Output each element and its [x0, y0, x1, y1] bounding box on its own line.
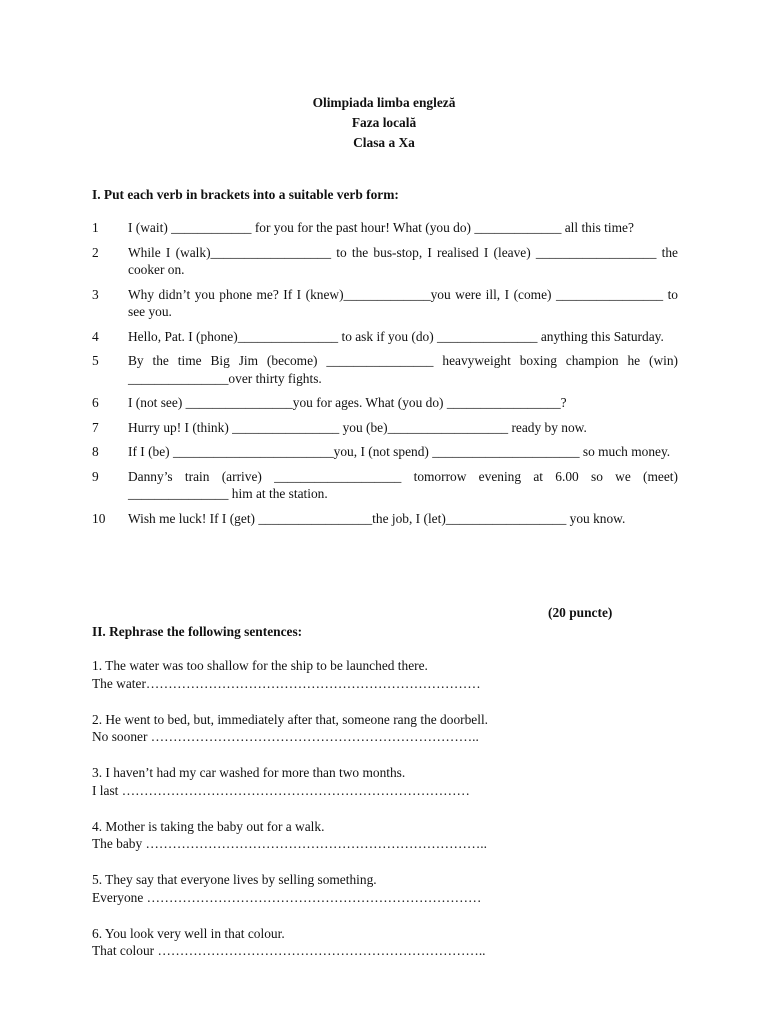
- rephrase-sentence: 5. They say that everyone lives by selling something.: [92, 872, 377, 887]
- section-1-points: (20 puncte): [548, 605, 613, 620]
- exercise-number: 7: [92, 419, 99, 435]
- exercise-text: Danny’s train (arrive) ___________________ tomorrow evening at 6.00 so we (meet) _______________ him at the station.: [128, 468, 678, 501]
- section-2-heading: II. Rephrase the following sentences:: [92, 624, 303, 639]
- rephrase-sentence: 4. Mother is taking the baby out for a walk.: [92, 818, 325, 834]
- header-class: Clasa a Xa: [353, 135, 415, 150]
- exercise-text: While I (walk)__________________ to the bus-stop, I realised I (leave) __________________ the cooker on.: [128, 244, 678, 277]
- exercise-item-3: [92, 286, 678, 321]
- exercise-number: 1: [92, 220, 99, 235]
- exercise-text: I (not see) ________________you for ages. What (you do) _________________?: [128, 395, 567, 410]
- exercise-number: 9: [92, 468, 99, 484]
- exercise-number: 4: [92, 328, 99, 344]
- exercise-item-8: [92, 443, 678, 461]
- rephrase-answer-line: That colour ………………………………………………………………..: [92, 943, 486, 958]
- rephrase-answer-line: Everyone …………………………………………………………………: [92, 889, 482, 905]
- exercise-item-10: [92, 510, 678, 528]
- exercise-number: 3: [92, 286, 99, 302]
- rephrase-sentence: 6. You look very well in that colour.: [92, 925, 285, 941]
- rephrase-answer-line: The water…………………………………………………………………: [92, 675, 481, 691]
- exercise-number: 2: [92, 244, 99, 260]
- rephrase-answer-line: No sooner ………………………………………………………………..: [92, 729, 479, 744]
- exercise-text: By the time Big Jim (become) ________________ heavyweight boxing champion he (win) _______________over thirty fights.: [128, 353, 678, 386]
- exercise-item-2: [92, 244, 678, 279]
- exercise-text: I (wait) ____________ for you for the past hour! What (you do) _____________ all this time?: [128, 220, 634, 235]
- exercise-number: 6: [92, 395, 99, 410]
- exercise-text: Wish me luck! If I (get) _________________the job, I (let)__________________ you know.: [128, 510, 626, 526]
- exercise-item-6: [92, 394, 678, 412]
- header-phase: Faza locală: [351, 115, 417, 130]
- exercise-item-5: [92, 352, 678, 387]
- rephrase-sentence: 2. He went to bed, but, immediately after that, someone rang the doorbell.: [92, 711, 489, 727]
- rephrase-item-3: [92, 764, 692, 799]
- exercise-item-1: [92, 219, 678, 237]
- rephrase-sentence: 3. I haven’t had my car washed for more than two months.: [92, 765, 406, 780]
- rephrase-answer-line: I last ……………………………………………………………………: [92, 782, 470, 798]
- header-competition: Olimpiada limba engleză: [312, 95, 456, 110]
- rephrase-item-6: [92, 925, 692, 960]
- exercise-text: Hurry up! I (think) ________________ you (be)__________________ ready by now.: [128, 419, 587, 435]
- rephrase-sentence: 1. The water was too shallow for the ship to be launched there.: [92, 658, 428, 673]
- exercise-item-4: [92, 328, 678, 346]
- rephrase-item-4: [92, 818, 692, 853]
- rephrase-exercise-list: [92, 657, 692, 978]
- verb-exercise-list: [92, 219, 678, 534]
- rephrase-item-2: [92, 711, 692, 746]
- exercise-number: 5: [92, 353, 99, 368]
- rephrase-answer-line: The baby …………………………………………………………………..: [92, 836, 488, 851]
- exercise-text: If I (be) ________________________you, I (not spend) ______________________ so much money.: [128, 444, 671, 459]
- rephrase-item-1: [92, 657, 692, 692]
- document-header: [0, 93, 768, 153]
- exercise-number: 10: [92, 510, 106, 526]
- exercise-text: Why didn’t you phone me? If I (knew)_____________you were ill, I (come) ________________ to see you.: [128, 286, 678, 319]
- rephrase-item-5: [92, 871, 692, 906]
- exercise-item-9: [92, 468, 678, 503]
- section-1-heading: I. Put each verb in brackets into a suitable verb form:: [92, 187, 399, 202]
- exercise-number: 8: [92, 444, 99, 459]
- exercise-text: Hello, Pat. I (phone)_______________ to ask if you (do) _______________ anything this Saturday.: [128, 328, 664, 344]
- exercise-item-7: [92, 419, 678, 437]
